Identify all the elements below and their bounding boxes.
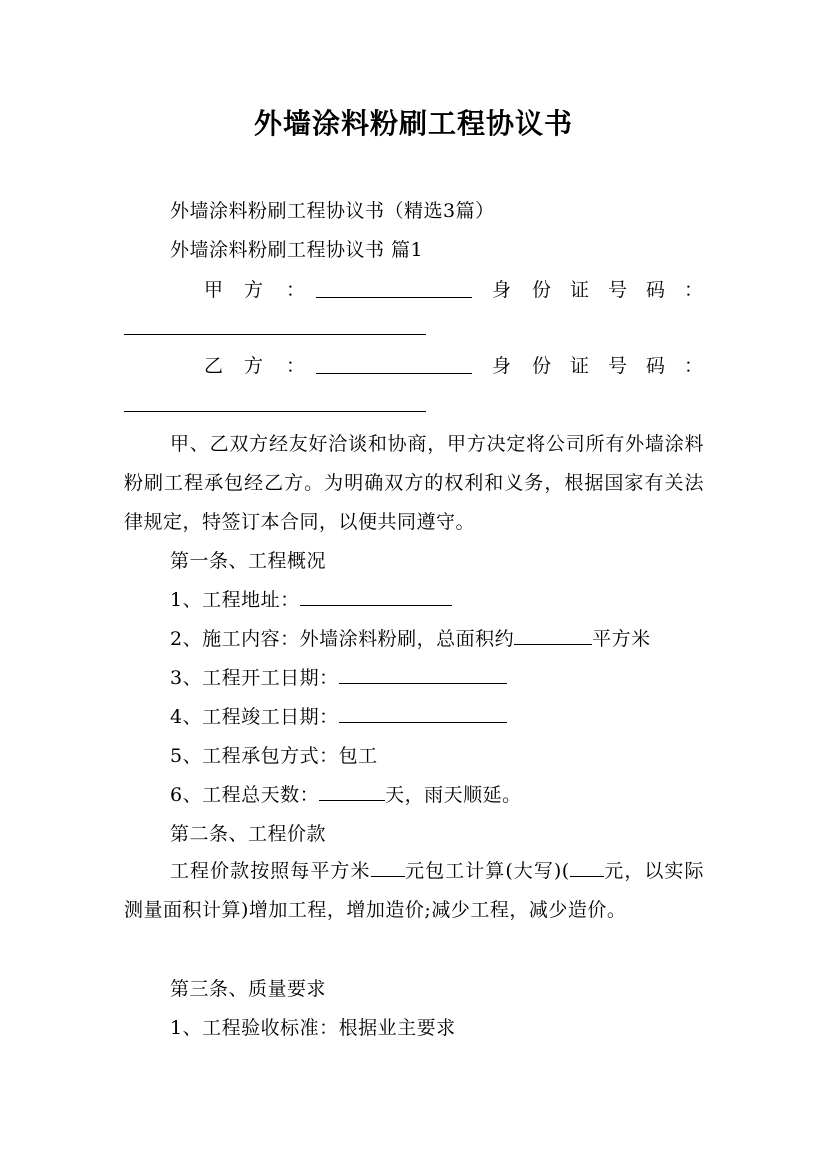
item-6-suffix: 天，雨天顺延。	[385, 784, 522, 806]
document-subtitle: 外墙涂料粉刷工程协议书（精选3篇）	[170, 200, 495, 222]
area-blank[interactable]	[514, 626, 592, 645]
party-b-name-blank[interactable]	[316, 353, 472, 374]
article-1-item-6	[170, 782, 522, 808]
article-1-item-3	[170, 665, 507, 691]
party-b-id-blank[interactable]	[124, 411, 426, 412]
address-blank[interactable]	[300, 587, 452, 606]
party-a-char-2: 方	[244, 279, 264, 301]
party-a-id-label-2: 份	[532, 279, 552, 301]
article-1-heading: 第一条、工程概况	[170, 550, 327, 572]
party-a-id-label-3: 证	[570, 279, 590, 301]
price-text-3: 元，以实际测量面积计算)增加工程，增加造价;减少工程，减少造价。	[124, 860, 704, 921]
item-2-label: 2、施工内容：外墙涂料粉刷，总面积约	[170, 628, 515, 650]
article-1-item-2	[170, 626, 651, 652]
intro-paragraph: 甲、乙双方经友好洽谈和协商，甲方决定将公司所有外墙涂料粉刷工程承包经乙方。为明确双方的权利和义务，根据国家有关法律规定，特签订本合同，以便共同遵守。	[124, 433, 704, 533]
party-a-char-1: 甲	[204, 279, 224, 301]
unit-price-blank[interactable]	[371, 858, 405, 877]
party-a-id-label-5: 码	[646, 279, 666, 301]
item-1-label: 1、工程地址：	[170, 589, 300, 611]
article-3-heading: 第三条、质量要求	[170, 978, 327, 1000]
party-b-colon: ：	[286, 355, 306, 377]
article-1-item-5: 5、工程承包方式：包工	[170, 745, 378, 767]
article-2-heading: 第二条、工程价款	[170, 823, 327, 845]
document-title: 外墙涂料粉刷工程协议书	[253, 107, 573, 140]
start-date-blank[interactable]	[339, 665, 507, 684]
item-4-label: 4、工程竣工日期：	[170, 706, 339, 728]
article-2-paragraph	[124, 852, 704, 930]
article-1-item-1	[170, 587, 452, 613]
item-6-label: 6、工程总天数：	[170, 784, 320, 806]
end-date-blank[interactable]	[339, 704, 507, 723]
section-heading: 外墙涂料粉刷工程协议书 篇1	[170, 239, 424, 261]
party-b-char-2: 方	[244, 355, 264, 377]
item-2-unit: 平方米	[592, 628, 651, 650]
article-1-item-4	[170, 704, 507, 730]
party-a-id-blank[interactable]	[124, 334, 426, 335]
party-b-char-1: 乙	[204, 355, 224, 377]
price-amount-blank[interactable]	[570, 858, 604, 877]
party-a-colon: ：	[286, 279, 306, 301]
party-a-id-label-4: 号	[608, 279, 628, 301]
item-3-label: 3、工程开工日期：	[170, 667, 339, 689]
party-b-id-label-2: 份	[532, 355, 552, 377]
price-text-2: 元包工计算(大写)(	[404, 860, 570, 882]
party-b-id-label-1: 身	[492, 355, 512, 377]
party-b-id-label-5: 码	[646, 355, 666, 377]
party-a-id-label-6: ：	[684, 279, 704, 301]
price-text-1: 工程价款按照每平方米	[170, 860, 371, 882]
article-3-item-1: 1、工程验收标准：根据业主要求	[170, 1017, 456, 1039]
party-b-id-label-4: 号	[608, 355, 628, 377]
party-b-id-label-6: ：	[684, 355, 704, 377]
party-a-id-label-1: 身	[492, 279, 512, 301]
total-days-blank[interactable]	[319, 782, 385, 801]
party-a-name-blank[interactable]	[316, 277, 472, 298]
party-b-id-label-3: 证	[570, 355, 590, 377]
